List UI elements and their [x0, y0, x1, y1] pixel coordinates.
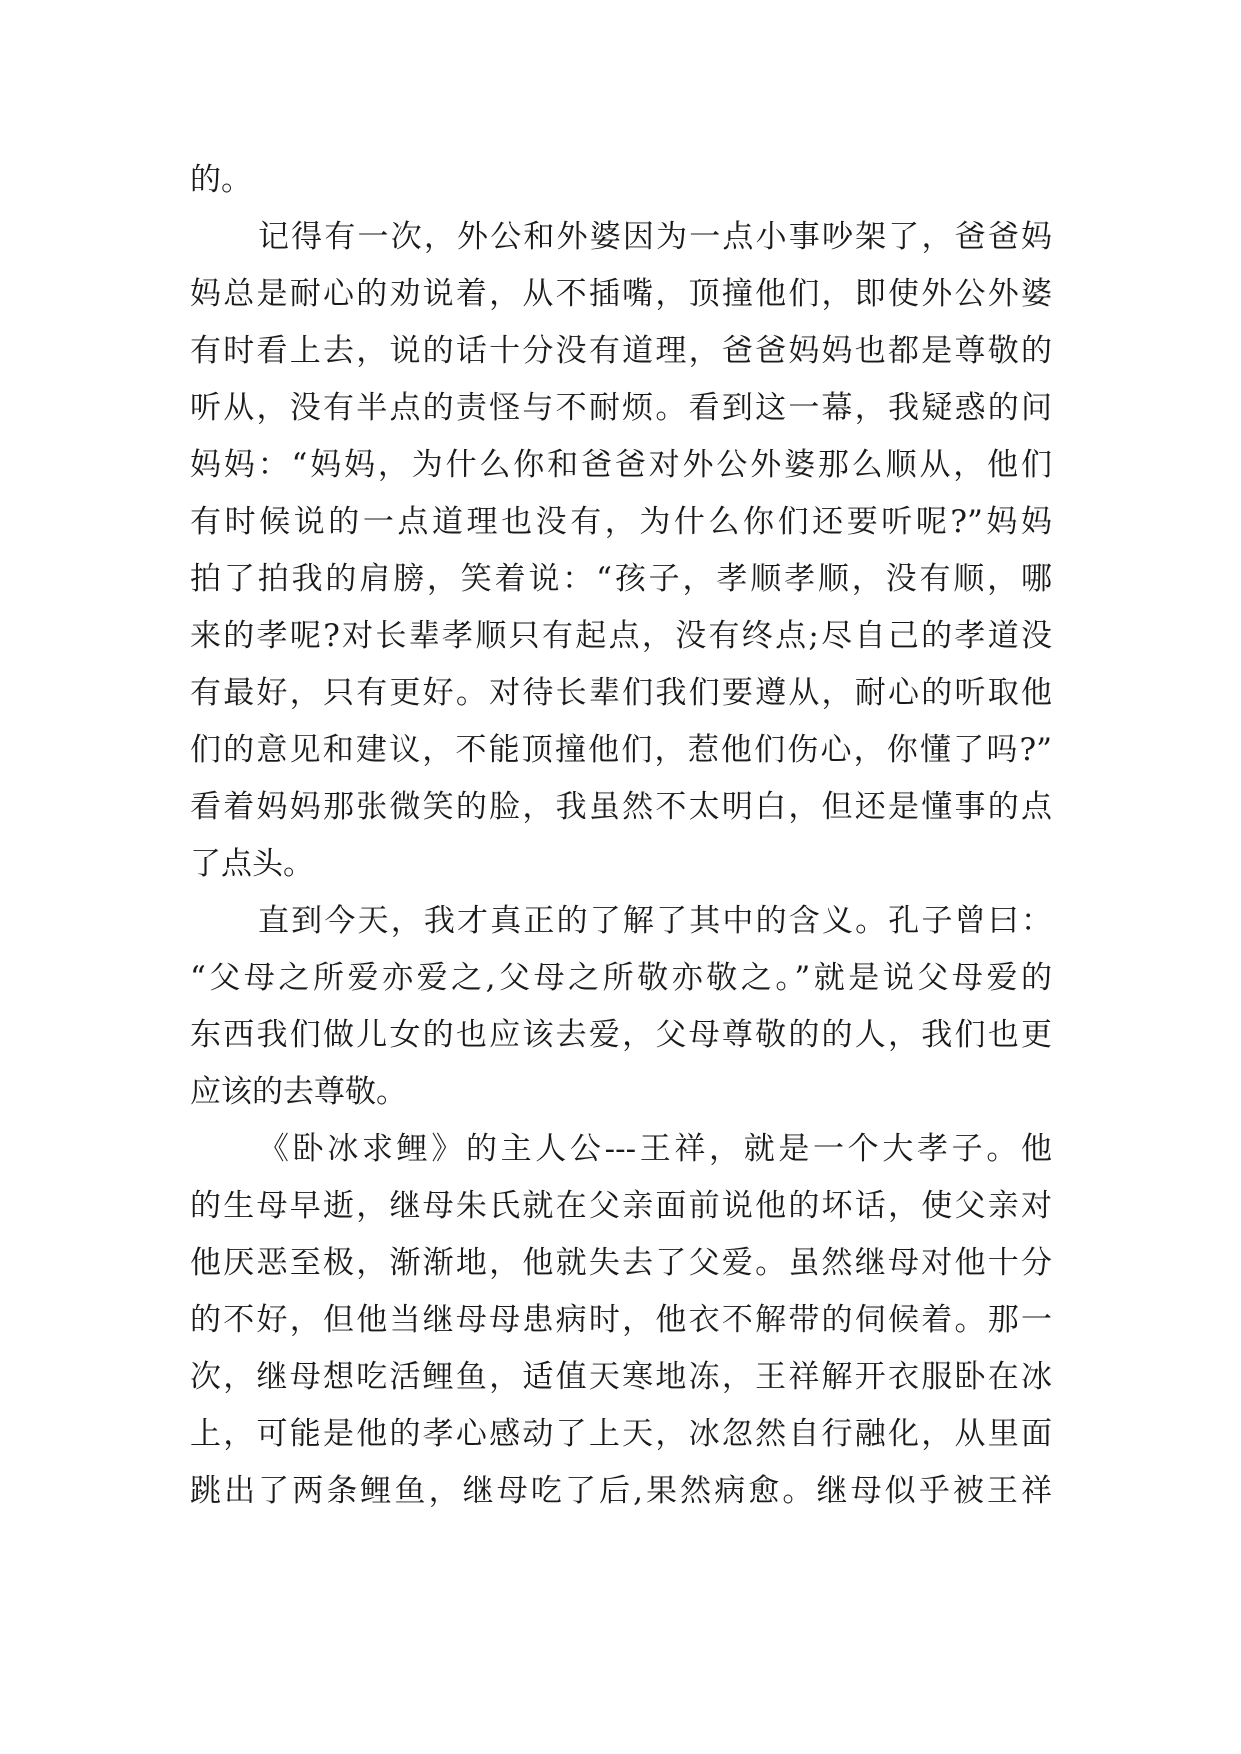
text-line: 东西我们做儿女的也应该去爱，父母尊敬的的人，我们也更	[190, 1017, 1052, 1053]
paragraph-first-line: 《卧冰求鲤》的主人公---王祥，就是一个大孝子。他	[258, 1131, 1052, 1167]
paragraph-first-line: 直到今天，我才真正的了解了其中的含义。孔子曾曰：	[258, 903, 1052, 939]
text-line: 妈总是耐心的劝说着，从不插嘴，顶撞他们，即使外公外婆	[190, 276, 1052, 312]
text-line: 跳出了两条鲤鱼，继母吃了后,果然病愈。继母似乎被王祥	[190, 1473, 1052, 1509]
text-line: 看着妈妈那张微笑的脸，我虽然不太明白，但还是懂事的点	[190, 789, 1052, 825]
text-line: “父母之所爱亦爱之,父母之所敬亦敬之。”就是说父母爱的	[190, 960, 1052, 996]
text-line: 们的意见和建议，不能顶撞他们，惹他们伤心，你懂了吗?”	[190, 732, 1052, 768]
text-line: 上，可能是他的孝心感动了上天，冰忽然自行融化，从里面	[190, 1416, 1052, 1452]
text-line: 拍了拍我的肩膀，笑着说：“孩子，孝顺孝顺，没有顺，哪	[190, 561, 1052, 597]
text-line: 次，继母想吃活鲤鱼，适值天寒地冻，王祥解开衣服卧在冰	[190, 1359, 1052, 1395]
text-line: 的生母早逝，继母朱氏就在父亲面前说他的坏话，使父亲对	[190, 1188, 1052, 1224]
text-line: 的不好，但他当继母母患病时，他衣不解带的伺候着。那一	[190, 1302, 1052, 1338]
text-line: 听从，没有半点的责怪与不耐烦。看到这一幕，我疑惑的问	[190, 390, 1052, 426]
text-line: 的。	[190, 162, 252, 198]
text-line: 有最好，只有更好。对待长辈们我们要遵从，耐心的听取他	[190, 675, 1052, 711]
text-line: 妈妈：“妈妈，为什么你和爸爸对外公外婆那么顺从，他们	[190, 447, 1052, 483]
text-line: 有时看上去，说的话十分没有道理，爸爸妈妈也都是尊敬的	[190, 333, 1052, 369]
text-line: 他厌恶至极，渐渐地，他就失去了父爱。虽然继母对他十分	[190, 1245, 1052, 1281]
paragraph-first-line: 记得有一次，外公和外婆因为一点小事吵架了，爸爸妈	[258, 219, 1052, 255]
text-line: 应该的去尊敬。	[190, 1074, 407, 1110]
text-line: 来的孝呢?对长辈孝顺只有起点，没有终点;尽自己的孝道没	[190, 618, 1052, 654]
text-line: 了点头。	[190, 846, 314, 882]
text-line: 有时候说的一点道理也没有，为什么你们还要听呢?”妈妈	[190, 504, 1052, 540]
